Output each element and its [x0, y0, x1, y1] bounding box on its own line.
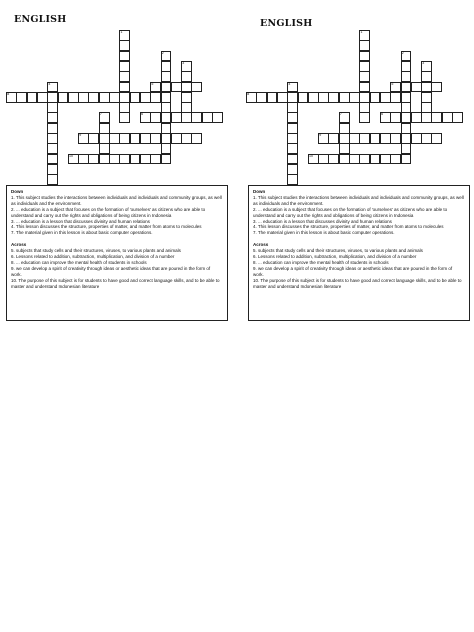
- grid-cell[interactable]: [191, 82, 202, 93]
- grid-cell[interactable]: [130, 133, 141, 144]
- grid-cell[interactable]: [359, 30, 370, 41]
- down-clue-3: 3. ... education is a lesson that discusses divinity and human relations: [11, 218, 150, 224]
- grid-cell[interactable]: [401, 154, 412, 165]
- grid-cell[interactable]: [140, 154, 151, 165]
- grid-cell[interactable]: [140, 112, 151, 123]
- grid-cell[interactable]: [349, 133, 360, 144]
- clue-number-2: 2: [161, 50, 164, 55]
- grid-cell[interactable]: [359, 154, 370, 165]
- grid-cell[interactable]: [339, 112, 350, 123]
- page-title: ENGLISH: [14, 14, 67, 25]
- clue-box: [6, 185, 228, 321]
- grid-cell[interactable]: [109, 154, 120, 165]
- clue-number-1: 1: [120, 30, 123, 34]
- grid-cell[interactable]: [287, 133, 298, 144]
- grid-cell[interactable]: [359, 82, 370, 93]
- grid-cell[interactable]: [359, 61, 370, 72]
- grid-cell[interactable]: [390, 82, 401, 93]
- grid-cell[interactable]: [119, 51, 130, 62]
- down-clue-7: 7. The material given in this lesson is about basic computer operations.: [253, 230, 395, 236]
- grid-cell[interactable]: [370, 92, 381, 103]
- grid-cell[interactable]: [212, 112, 223, 123]
- grid-cell[interactable]: [47, 82, 58, 93]
- grid-cell[interactable]: [47, 174, 58, 185]
- grid-cell[interactable]: [328, 154, 339, 165]
- grid-cell[interactable]: [161, 92, 172, 103]
- across-clue-8: 8. ... education can improve the mental health of students in schools: [253, 259, 389, 265]
- grid-cell[interactable]: [401, 82, 412, 93]
- down-heading: Down: [11, 189, 24, 194]
- grid-cell[interactable]: [411, 82, 422, 93]
- clue-number-4: 4: [288, 81, 291, 86]
- grid-cell[interactable]: [88, 133, 99, 144]
- grid-cell[interactable]: [47, 164, 58, 175]
- clue-number-9: 9: [319, 133, 322, 137]
- grid-cell[interactable]: [287, 102, 298, 113]
- grid-cell[interactable]: [339, 154, 350, 165]
- grid-cell[interactable]: [401, 112, 412, 123]
- grid-cell[interactable]: [267, 92, 278, 103]
- grid-cell[interactable]: [287, 164, 298, 175]
- grid-cell[interactable]: [181, 61, 192, 72]
- grid-cell[interactable]: [150, 133, 161, 144]
- down-clue-1: 1. This subject studies the interactions between individuals and individuals and community groups, as well as individuals and the environment.: [11, 194, 222, 206]
- grid-cell[interactable]: [47, 102, 58, 113]
- grid-cell[interactable]: [359, 112, 370, 123]
- grid-cell[interactable]: [99, 143, 110, 154]
- grid-cell[interactable]: [298, 92, 309, 103]
- grid-cell[interactable]: [287, 123, 298, 134]
- across-clue-6: 6. Lessons related to addition, subtraction, multiplication, and division of a number: [253, 254, 417, 260]
- grid-cell[interactable]: [47, 154, 58, 165]
- grid-cell[interactable]: [380, 154, 391, 165]
- crossword-right: [244, 0, 474, 300]
- grid-cell[interactable]: [47, 123, 58, 134]
- grid-cell[interactable]: [88, 154, 99, 165]
- grid-cell[interactable]: [47, 112, 58, 123]
- grid-cell[interactable]: [339, 133, 350, 144]
- clue-number-7: 7: [99, 112, 102, 117]
- grid-cell[interactable]: [6, 92, 17, 103]
- down-clue-2: 2. ... education is a subject that focuses on the formation of 'ourselves' as citizens who are able to understand and carry out the rights and obligations of being citizens in Indonesia: [253, 206, 448, 218]
- grid-cell[interactable]: [99, 133, 110, 144]
- down-clue-2: 2. ... education is a subject that focuses on the formation of 'ourselves' as citizens who are able to understand and carry out the rights and obligations of being citizens in Indonesia: [11, 206, 206, 218]
- grid-cell[interactable]: [380, 112, 391, 123]
- grid-cell[interactable]: [287, 154, 298, 165]
- clue-number-5: 5: [391, 81, 394, 86]
- grid-cell[interactable]: [171, 82, 182, 93]
- grid-cell[interactable]: [411, 133, 422, 144]
- grid-cell[interactable]: [181, 102, 192, 113]
- grid-cell[interactable]: [150, 112, 161, 123]
- across-heading: Across: [253, 242, 269, 248]
- grid-cell[interactable]: [99, 154, 110, 165]
- grid-cell[interactable]: [256, 92, 267, 103]
- grid-cell[interactable]: [119, 71, 130, 82]
- grid-cell[interactable]: [150, 92, 161, 103]
- grid-cell[interactable]: [27, 92, 38, 103]
- grid-cell[interactable]: [78, 92, 89, 103]
- grid-cell[interactable]: [359, 92, 370, 103]
- grid-cell[interactable]: [99, 92, 110, 103]
- grid-cell[interactable]: [401, 123, 412, 134]
- grid-cell[interactable]: [401, 143, 412, 154]
- grid-cell[interactable]: [390, 154, 401, 165]
- grid-cell[interactable]: [68, 154, 79, 165]
- clue-number-6: 6: [381, 112, 384, 117]
- grid-cell[interactable]: [109, 92, 120, 103]
- grid-cell[interactable]: [58, 92, 69, 103]
- grid-cell[interactable]: [161, 61, 172, 72]
- clue-number-3: 3: [422, 60, 425, 65]
- grid-cell[interactable]: [359, 71, 370, 82]
- grid-cell[interactable]: [119, 30, 130, 41]
- grid-cell[interactable]: [191, 133, 202, 144]
- grid-cell[interactable]: [370, 133, 381, 144]
- grid-cell[interactable]: [287, 82, 298, 93]
- across-clue-9: 9. we can develop a spirit of creativity through ideas or aesthetic ideas that are poured in the form of work.: [11, 265, 211, 277]
- grid-cell[interactable]: [318, 154, 329, 165]
- across-clue-6: 6. Lessons related to addition, subtraction, multiplication, and division of a number: [11, 254, 175, 260]
- grid-cell[interactable]: [161, 51, 172, 62]
- grid-cell[interactable]: [431, 112, 442, 123]
- grid-cell[interactable]: [380, 133, 391, 144]
- across-clue-5: 5. subjects that study cells and their structures, viruses, to various plants and animals: [11, 248, 181, 254]
- grid-cell[interactable]: [277, 92, 288, 103]
- grid-cell[interactable]: [140, 92, 151, 103]
- grid-cell[interactable]: [452, 112, 463, 123]
- grid-cell[interactable]: [181, 112, 192, 123]
- grid-cell[interactable]: [421, 92, 432, 103]
- grid-cell[interactable]: [339, 92, 350, 103]
- grid-cell[interactable]: [150, 154, 161, 165]
- clue-number-6: 6: [141, 112, 144, 117]
- clue-number-5: 5: [151, 81, 154, 86]
- grid-cell[interactable]: [119, 40, 130, 51]
- grid-cell[interactable]: [161, 102, 172, 113]
- grid-cell[interactable]: [328, 133, 339, 144]
- grid-cell[interactable]: [99, 112, 110, 123]
- clue-number-1: 1: [360, 30, 363, 34]
- grid-cell[interactable]: [359, 51, 370, 62]
- down-clue-3: 3. ... education is a lesson that discusses divinity and human relations: [253, 218, 392, 224]
- grid-cell[interactable]: [78, 154, 89, 165]
- grid-cell[interactable]: [99, 123, 110, 134]
- crossword-left: [0, 0, 237, 300]
- grid-cell[interactable]: [181, 71, 192, 82]
- grid-cell[interactable]: [37, 92, 48, 103]
- grid-cell[interactable]: [421, 61, 432, 72]
- grid-cell[interactable]: [349, 154, 360, 165]
- grid-cell[interactable]: [171, 112, 182, 123]
- grid-cell[interactable]: [318, 92, 329, 103]
- grid-cell[interactable]: [246, 92, 257, 103]
- clue-number-2: 2: [401, 50, 404, 55]
- clue-number-10: 10: [69, 153, 73, 158]
- grid-cell[interactable]: [119, 102, 130, 113]
- grid-cell[interactable]: [390, 133, 401, 144]
- grid-cell[interactable]: [421, 82, 432, 93]
- grid-cell[interactable]: [161, 123, 172, 134]
- grid-cell[interactable]: [68, 92, 79, 103]
- grid-cell[interactable]: [328, 92, 339, 103]
- grid-cell[interactable]: [287, 92, 298, 103]
- across-heading: Across: [11, 242, 27, 248]
- grid-cell[interactable]: [431, 133, 442, 144]
- grid-cell[interactable]: [119, 133, 130, 144]
- grid-cell[interactable]: [88, 92, 99, 103]
- grid-cell[interactable]: [161, 112, 172, 123]
- grid-cell[interactable]: [161, 143, 172, 154]
- grid-cell[interactable]: [47, 133, 58, 144]
- grid-cell[interactable]: [421, 112, 432, 123]
- grid-cell[interactable]: [161, 71, 172, 82]
- down-heading: Down: [253, 189, 266, 194]
- grid-cell[interactable]: [171, 133, 182, 144]
- grid-cell[interactable]: [318, 133, 329, 144]
- grid-cell[interactable]: [370, 154, 381, 165]
- down-clue-4: 4. This lesson discusses the structure, properties of matter, and matter from atoms to molecules: [253, 224, 444, 230]
- grid-cell[interactable]: [390, 112, 401, 123]
- grid-cell[interactable]: [119, 112, 130, 123]
- grid-cell[interactable]: [191, 112, 202, 123]
- grid-cell[interactable]: [47, 143, 58, 154]
- grid-cell[interactable]: [401, 102, 412, 113]
- grid-cell[interactable]: [161, 133, 172, 144]
- grid-cell[interactable]: [442, 112, 453, 123]
- grid-cell[interactable]: [16, 92, 27, 103]
- grid-cell[interactable]: [349, 92, 360, 103]
- across-clue-8: 8. ... education can improve the mental health of students in schools: [11, 259, 147, 265]
- grid-cell[interactable]: [202, 112, 213, 123]
- grid-cell[interactable]: [181, 82, 192, 93]
- clue-number-8: 8: [247, 91, 250, 96]
- grid-cell[interactable]: [140, 133, 151, 144]
- across-clue-9: 9. we can develop a spirit of creativity through ideas or aesthetic ideas that are poured in the form of work.: [253, 265, 453, 277]
- grid-cell[interactable]: [401, 71, 412, 82]
- grid-cell[interactable]: [287, 174, 298, 185]
- grid-cell[interactable]: [161, 154, 172, 165]
- grid-cell[interactable]: [119, 82, 130, 93]
- across-clue-5: 5. subjects that study cells and their structures, viruses, to various plants and animals: [253, 248, 423, 254]
- grid-cell[interactable]: [401, 133, 412, 144]
- grid-cell[interactable]: [339, 123, 350, 134]
- grid-cell[interactable]: [401, 92, 412, 103]
- clue-number-3: 3: [182, 60, 185, 65]
- clue-box: [248, 185, 470, 321]
- grid-cell[interactable]: [339, 143, 350, 154]
- grid-cell[interactable]: [431, 82, 442, 93]
- grid-cell[interactable]: [411, 112, 422, 123]
- grid-cell[interactable]: [130, 154, 141, 165]
- clue-number-10: 10: [309, 153, 313, 158]
- grid-cell[interactable]: [47, 92, 58, 103]
- grid-cell[interactable]: [401, 51, 412, 62]
- grid-cell[interactable]: [150, 82, 161, 93]
- grid-cell[interactable]: [130, 92, 141, 103]
- grid-cell[interactable]: [109, 133, 120, 144]
- grid-cell[interactable]: [287, 143, 298, 154]
- grid-cell[interactable]: [119, 92, 130, 103]
- grid-cell[interactable]: [181, 133, 192, 144]
- grid-cell[interactable]: [287, 112, 298, 123]
- across-clue-10: 10. The purpose of this subject is for students to have good and correct language skills, and to be able to master and understand Indonesian literature: [11, 277, 220, 289]
- grid-cell[interactable]: [161, 82, 172, 93]
- grid-cell[interactable]: [308, 92, 319, 103]
- grid-cell[interactable]: [119, 154, 130, 165]
- grid-cell[interactable]: [359, 133, 370, 144]
- clue-number-7: 7: [339, 112, 342, 117]
- grid-cell[interactable]: [78, 133, 89, 144]
- down-clue-4: 4. This lesson discusses the structure, properties of matter, and matter from atoms to molecules: [11, 224, 202, 230]
- grid-cell[interactable]: [380, 92, 391, 103]
- grid-cell[interactable]: [390, 92, 401, 103]
- grid-cell[interactable]: [359, 102, 370, 113]
- grid-cell[interactable]: [359, 40, 370, 51]
- grid-cell[interactable]: [421, 102, 432, 113]
- grid-cell[interactable]: [401, 61, 412, 72]
- page-title: ENGLISH: [260, 18, 313, 29]
- grid-cell[interactable]: [181, 92, 192, 103]
- grid-cell[interactable]: [421, 71, 432, 82]
- grid-cell[interactable]: [119, 61, 130, 72]
- clue-number-8: 8: [7, 91, 10, 96]
- clue-number-9: 9: [79, 133, 82, 137]
- down-clue-1: 1. This subject studies the interactions between individuals and individuals and community groups, as well as individuals and the environment.: [253, 194, 464, 206]
- clue-number-4: 4: [48, 81, 51, 86]
- grid-cell[interactable]: [421, 133, 432, 144]
- grid-cell[interactable]: [308, 154, 319, 165]
- across-clue-10: 10. The purpose of this subject is for students to have good and correct language skills, and to be able to master and understand Indonesian literature: [253, 277, 462, 289]
- down-clue-7: 7. The material given in this lesson is about basic computer operations.: [11, 230, 153, 236]
